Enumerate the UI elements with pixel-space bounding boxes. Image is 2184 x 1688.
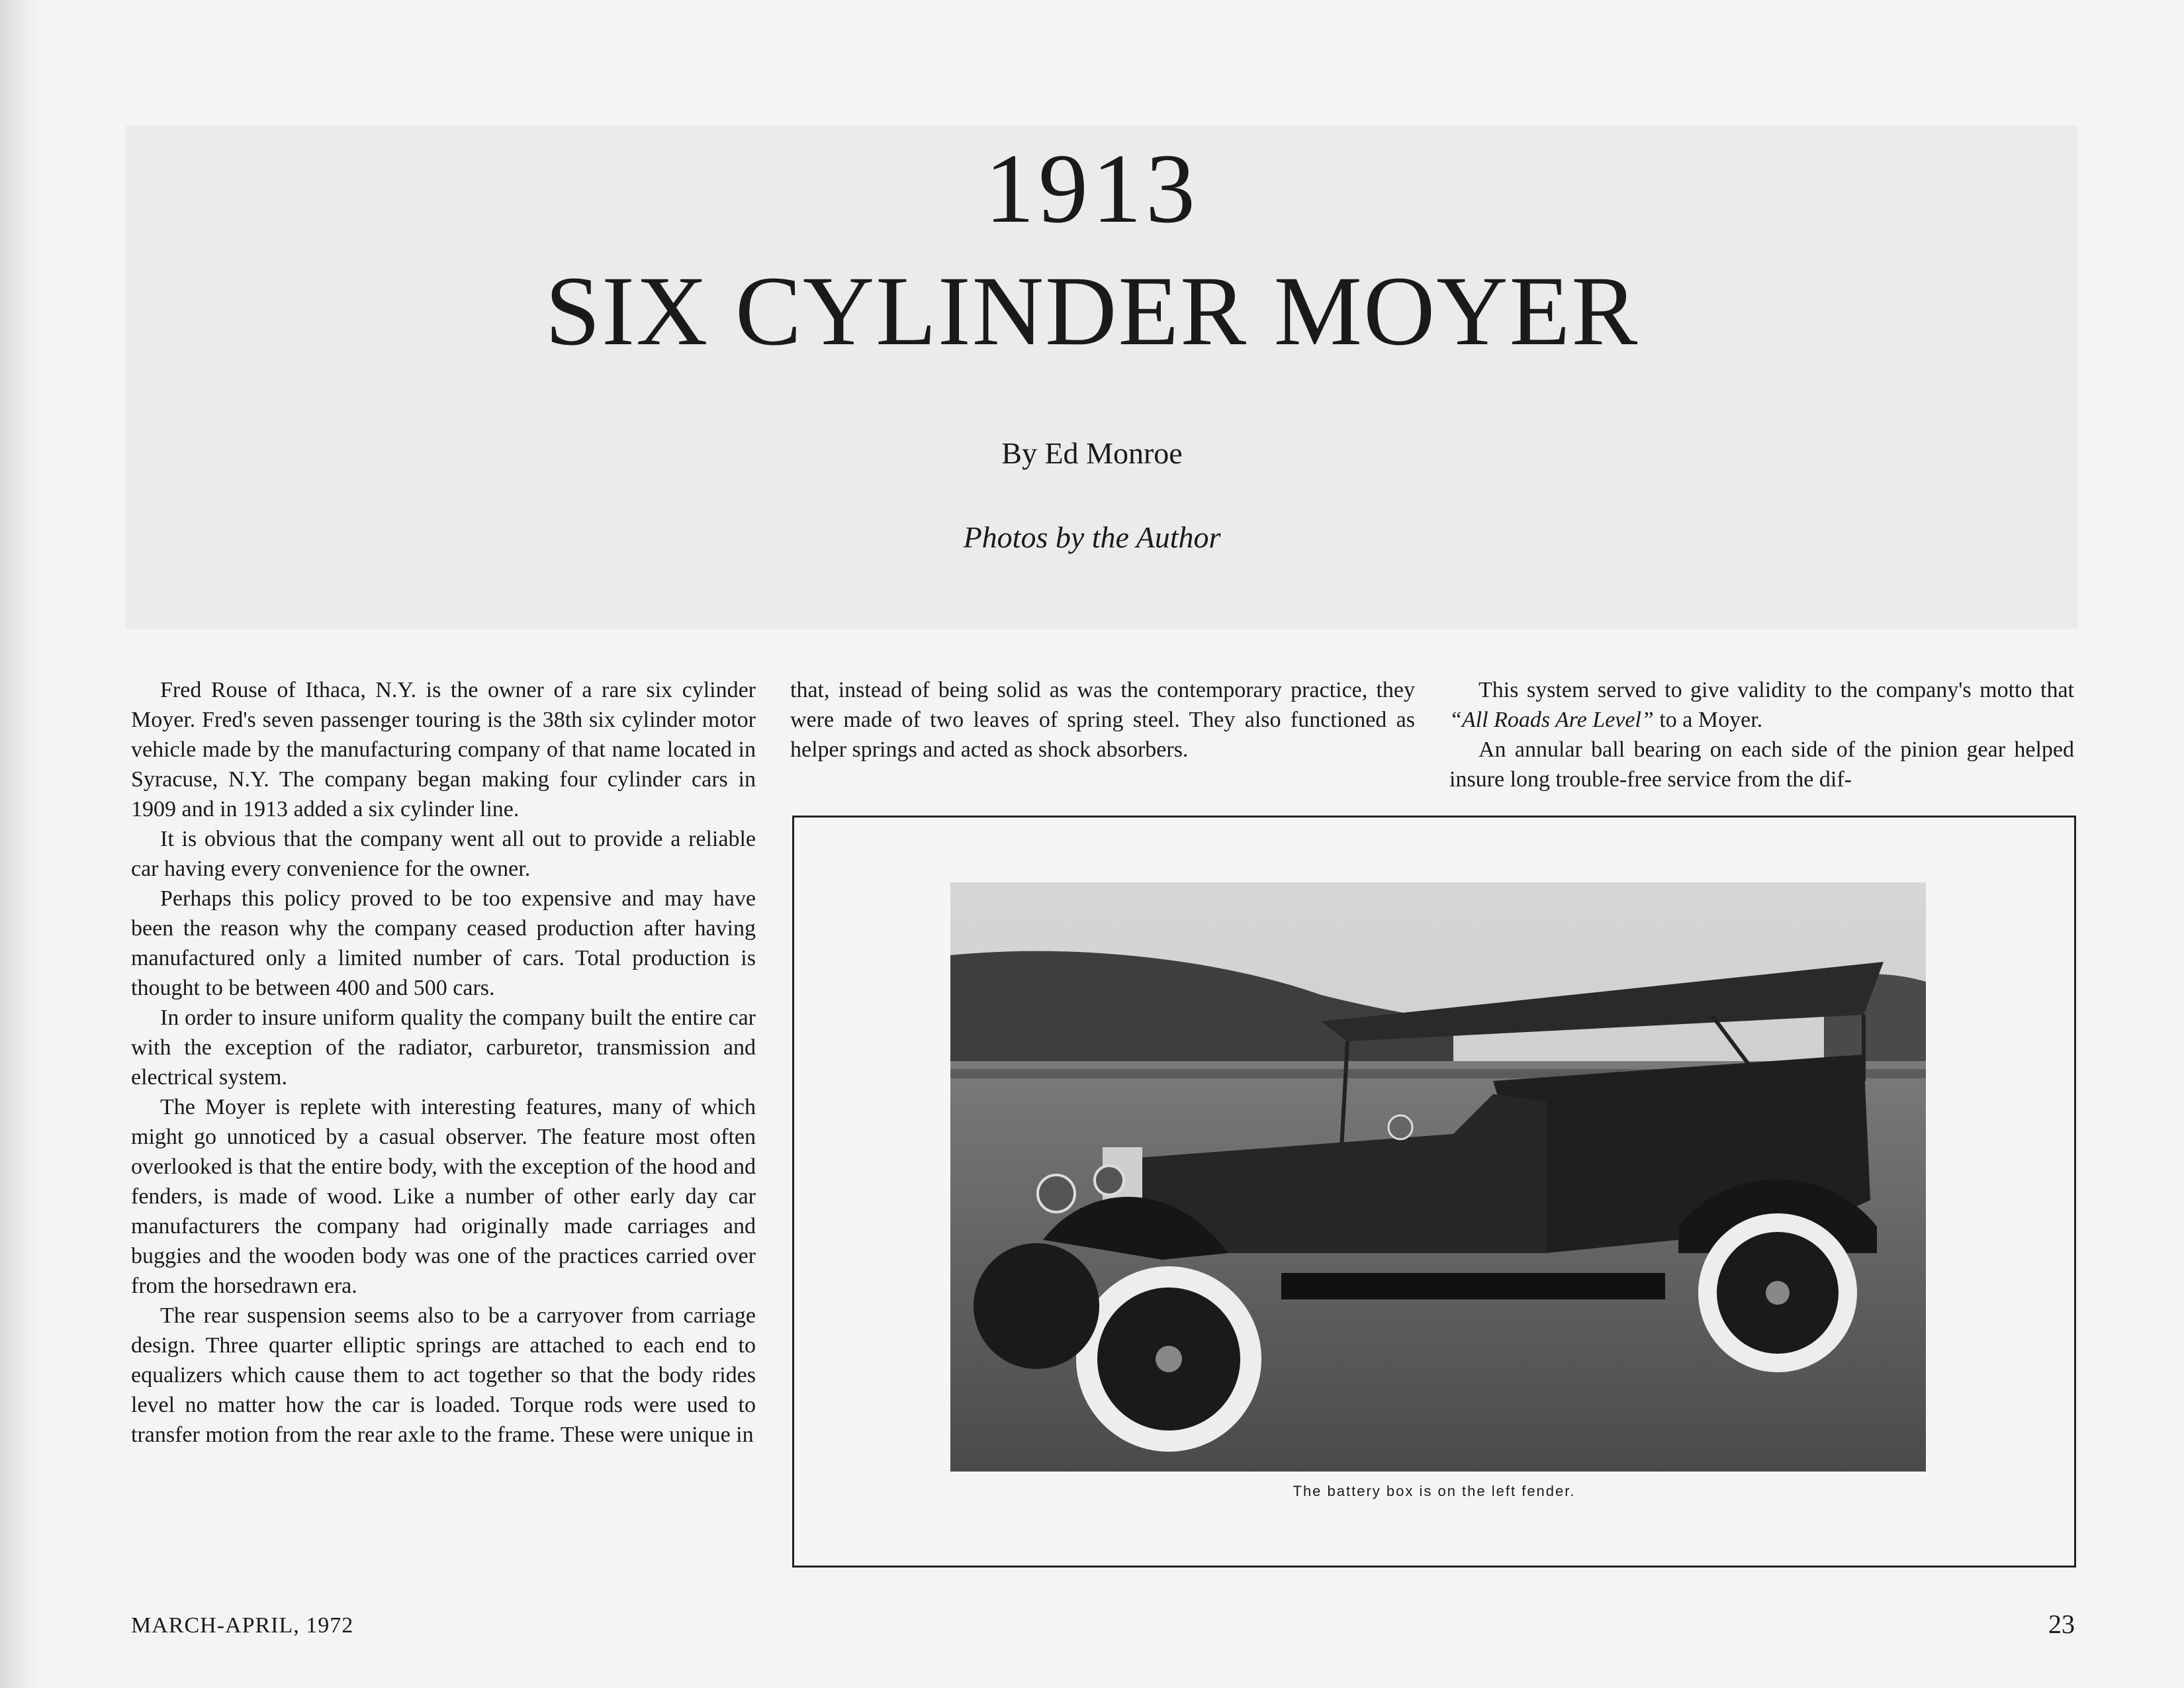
photo-credit: Photos by the Author — [963, 520, 1221, 554]
paragraph: that, instead of being solid as was the contemporary practice, they were made of two leaves of spring steel. They also functioned as helper springs and acted as shock absorbers. — [790, 678, 1415, 762]
paragraph: The Moyer is replete with interesting features, many of which might go unnoticed by a casual observer. The feature most often overlooked is that the entire body, with the exception of the hood and fenders, is made of wood. Like a number of other early day car manufacturers the company had originally made carriages and buggies and the wooden body was one of the practices carried over from the horsedrawn era. — [131, 1095, 756, 1298]
title-year: 1913 — [985, 134, 1199, 244]
column-3 — [1449, 675, 2074, 794]
figure-box — [792, 816, 2076, 1568]
paragraph: An annular ball bearing on each side of the pinion gear helped insure long trouble-free service from the dif- — [1449, 737, 2074, 792]
paragraph: Perhaps this policy proved to be too expensive and may have been the reason why the company ceased production after having manufactured only a limited number of cars. Total production is thought to be between 400 and 500 cars. — [131, 886, 756, 1000]
byline: By Ed Monroe — [1001, 436, 1183, 470]
paragraph: The rear suspension seems also to be a carryover from carriage design. Three quarter elliptic springs are attached to each end to equalizers which cause them to act together so that the body rides level no matter how the car is loaded. Torque rods were used to transfer motion from the rear axle to the frame. These were unique in — [131, 1303, 756, 1447]
car-photo-illustration — [950, 882, 1926, 1472]
paragraph: In order to insure uniform quality the company built the entire car with the exception of the radiator, carburetor, transmission and electrical system. — [131, 1006, 756, 1090]
paragraph — [1449, 675, 2074, 735]
column-1 — [131, 675, 756, 1582]
binding-shadow — [0, 0, 40, 1688]
paragraph: It is obvious that the company went all out to provide a reliable car having every convenience for the owner. — [131, 827, 756, 881]
column-2 — [790, 675, 1415, 765]
text-run: This system served to give validity to the company's motto that — [1479, 678, 2074, 702]
car-photo — [950, 882, 1926, 1472]
motto: “All Roads Are Level” — [1449, 708, 1654, 732]
page-title: SIX CYLINDER MOYER — [545, 256, 1639, 366]
paragraph: Fred Rouse of Ithaca, N.Y. is the owner of a rare six cylinder Moyer. Fred's seven passenger touring is the 38th six cylinder motor vehicle made by the manufacturing company of that name located in Syracuse, N.Y. The company began making four cylinder cars in 1909 and in 1913 added a six cylinder line. — [131, 678, 756, 821]
page-number: 23 — [2048, 1609, 2075, 1639]
figure-caption: The battery box is on the left fender. — [1293, 1483, 1576, 1499]
issue-date: MARCH-APRIL, 1972 — [131, 1613, 354, 1638]
text-run: to a Moyer. — [1653, 708, 1763, 732]
